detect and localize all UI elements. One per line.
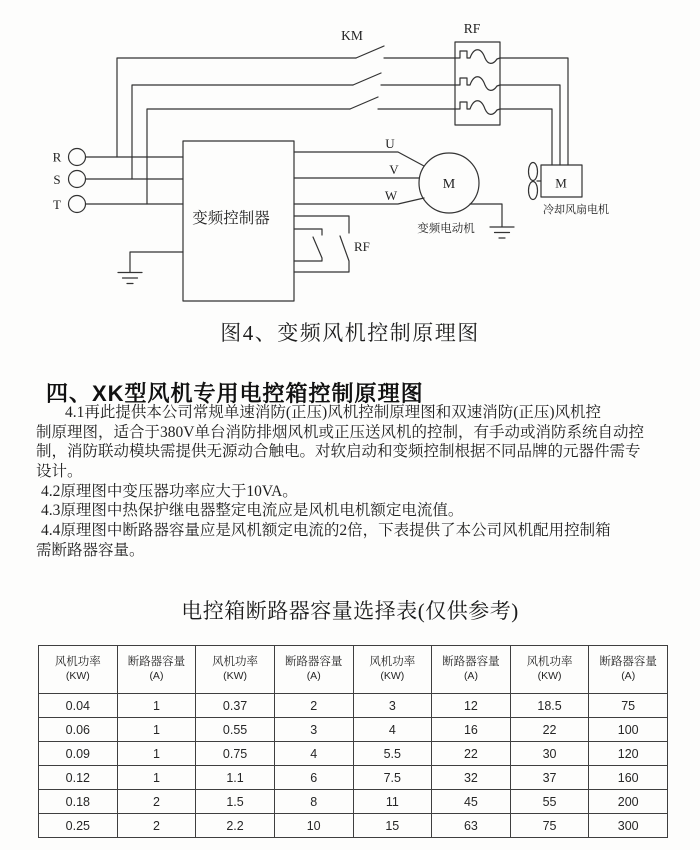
motor-m-label: M — [442, 177, 456, 192]
body-line: 制，消防联动模块需提供无源动合触电。对软启动和变频控制根据不同品牌的元器件需专 — [36, 443, 641, 461]
body-line: 4.2原理图中变压器功率应大于10VA。 — [41, 482, 298, 500]
table-cell: 100 — [589, 718, 668, 742]
column-header: 断路器容量 (A) — [117, 646, 196, 694]
table-row — [39, 766, 668, 790]
table-cell: 0.09 — [39, 742, 118, 766]
rf-top-label: RF — [463, 21, 481, 36]
table-row — [39, 742, 668, 766]
table-body — [39, 694, 668, 838]
table-cell: 8 — [274, 790, 353, 814]
body-line: 需断路器容量。 — [36, 541, 145, 559]
section-heading: 四、XK型风机专用电控箱控制原理图 — [46, 381, 424, 406]
motor-caption: 变频电动机 — [417, 223, 475, 235]
rf-aux-contacts — [294, 216, 349, 272]
table-cell: 75 — [589, 694, 668, 718]
table-cell: 0.55 — [196, 718, 275, 742]
column-header: 断路器容量 (A) — [589, 646, 668, 694]
fan-m-label: M — [555, 175, 567, 191]
body-paragraphs — [36, 403, 676, 561]
column-header: 风机功率 (KW) — [353, 646, 432, 694]
column-header: 断路器容量 (A) — [432, 646, 511, 694]
diagram-labels — [53, 21, 609, 254]
table-cell: 37 — [510, 766, 589, 790]
table-cell: 75 — [510, 814, 589, 838]
table-cell: 18.5 — [510, 694, 589, 718]
table-row — [39, 694, 668, 718]
table-cell: 0.04 — [39, 694, 118, 718]
power-input-terminals — [69, 149, 184, 213]
table-title: 电控箱断路器容量选择表(仅供参考) — [181, 599, 519, 623]
table-cell: 0.18 — [39, 790, 118, 814]
body-line: 设计。 — [36, 463, 83, 481]
table-cell: 1.5 — [196, 790, 275, 814]
phase-label-u: U — [385, 136, 395, 151]
table-cell: 45 — [432, 790, 511, 814]
table-cell: 1.1 — [196, 766, 275, 790]
fan-feed-wires — [500, 58, 568, 165]
table-cell: 2 — [274, 694, 353, 718]
table-cell: 11 — [353, 790, 432, 814]
table-cell: 55 — [510, 790, 589, 814]
table-cell: 5.5 — [353, 742, 432, 766]
table-row — [39, 814, 668, 838]
rf-thermal-relay — [455, 42, 500, 125]
phase-label-w: W — [384, 188, 398, 203]
terminal-label-t: T — [53, 197, 61, 212]
table-cell: 63 — [432, 814, 511, 838]
table-cell: 6 — [274, 766, 353, 790]
km-contactor — [350, 46, 455, 109]
table-cell: 120 — [589, 742, 668, 766]
table-cell: 15 — [353, 814, 432, 838]
table-cell: 4 — [353, 718, 432, 742]
table-cell: 12 — [432, 694, 511, 718]
table-cell: 2 — [117, 790, 196, 814]
table-cell: 1 — [117, 766, 196, 790]
table-cell: 0.37 — [196, 694, 275, 718]
table-cell: 2.2 — [196, 814, 275, 838]
table-cell: 160 — [589, 766, 668, 790]
table-cell: 0.12 — [39, 766, 118, 790]
figure-caption: 图4、变频风机控制原理图 — [220, 321, 480, 345]
terminal-label-s: S — [53, 172, 61, 187]
bypass-risers — [117, 58, 356, 204]
fan-caption: 冷却风扇电机 — [543, 204, 609, 216]
controller-output-wires — [294, 152, 424, 204]
table-cell: 22 — [432, 742, 511, 766]
table-row — [39, 718, 668, 742]
table-cell: 3 — [274, 718, 353, 742]
table-cell: 300 — [589, 814, 668, 838]
motor-ground-symbol — [470, 204, 514, 238]
table-cell: 0.25 — [39, 814, 118, 838]
table-cell: 0.06 — [39, 718, 118, 742]
breaker-selection-table — [38, 645, 668, 838]
table-cell: 1 — [117, 742, 196, 766]
table-cell: 200 — [589, 790, 668, 814]
phase-label-v: V — [389, 162, 399, 177]
table-cell: 2 — [117, 814, 196, 838]
table-row — [39, 790, 668, 814]
rf-bottom-label: RF — [354, 239, 370, 254]
controller-label: 变频控制器 — [192, 210, 270, 227]
body-line: 4.1再此提供本公司常规单速消防(正压)风机控制原理图和双速消防(正压)风机控 — [65, 404, 602, 421]
body-line: 4.3原理图中热保护继电器整定电流应是风机电机额定电流值。 — [41, 502, 464, 520]
table-cell: 16 — [432, 718, 511, 742]
body-line: 制原理图，适合于380V单台消防排烟风机或正压送风机的控制，有手动或消防系统自动控 — [36, 423, 644, 441]
column-header: 断路器容量 (A) — [274, 646, 353, 694]
table-cell: 0.75 — [196, 742, 275, 766]
table-cell: 7.5 — [353, 766, 432, 790]
column-header: 风机功率 (KW) — [510, 646, 589, 694]
column-header: 风机功率 (KW) — [196, 646, 275, 694]
table-cell: 4 — [274, 742, 353, 766]
table-cell: 3 — [353, 694, 432, 718]
table-cell: 1 — [117, 718, 196, 742]
km-label: KM — [341, 28, 363, 43]
table-cell: 22 — [510, 718, 589, 742]
table-cell: 30 — [510, 742, 589, 766]
table-cell: 10 — [274, 814, 353, 838]
table-cell: 32 — [432, 766, 511, 790]
column-header: 风机功率 (KW) — [39, 646, 118, 694]
table-cell: 1 — [117, 694, 196, 718]
table-header — [39, 646, 668, 694]
terminal-label-r: R — [52, 149, 62, 165]
body-line: 4.4原理图中断路器容量应是风机额定电流的2倍，下表提供了本公司风机配用控制箱 — [41, 522, 611, 540]
controller-ground-symbol — [118, 252, 183, 284]
circuit-diagram — [0, 0, 700, 318]
